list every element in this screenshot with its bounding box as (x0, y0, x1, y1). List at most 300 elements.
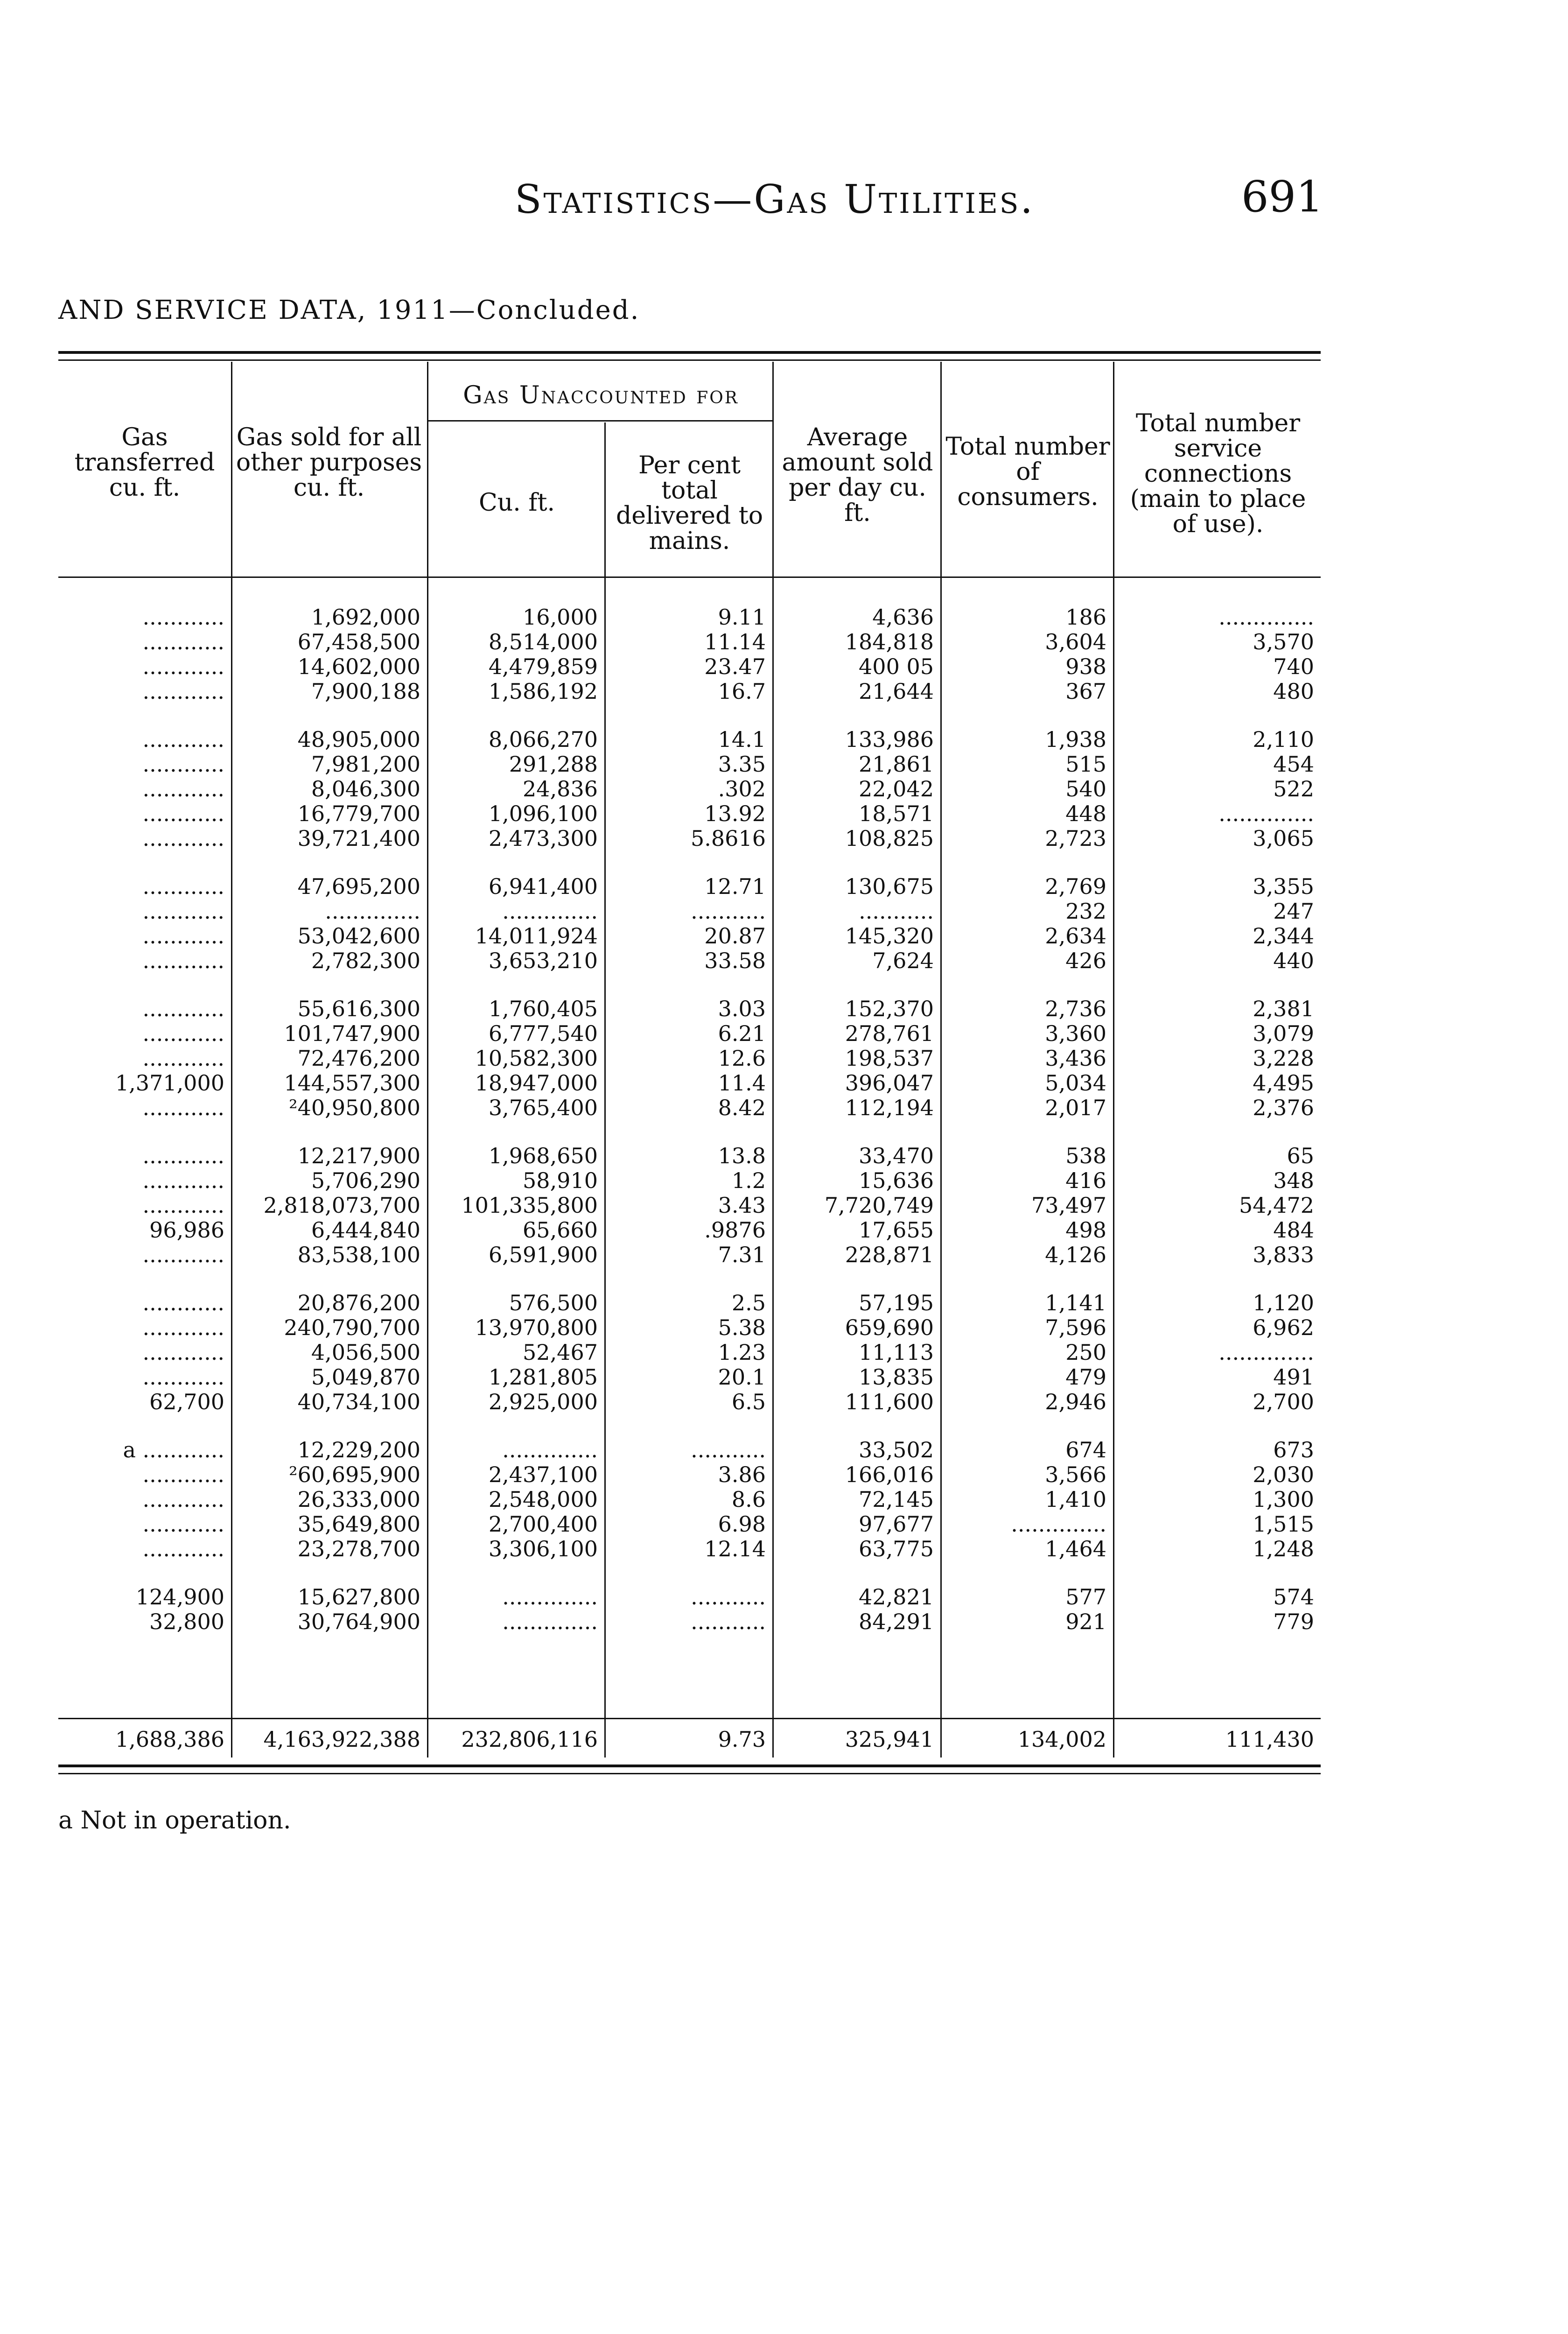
table-cell: ............ (142, 1365, 224, 1390)
table-cell: 130,675 (845, 874, 934, 899)
table-cell: 740 (1273, 654, 1314, 679)
total-cell: 1,688,386 (115, 1727, 224, 1752)
table-cell: .............. (1011, 1512, 1106, 1537)
table-row (58, 1340, 1321, 1365)
table-cell: .............. (502, 1438, 598, 1462)
total-cell: 325,941 (845, 1727, 934, 1752)
table-cell: ............ (142, 899, 224, 924)
footnote: a Not in operation. (58, 1807, 291, 1835)
table-cell: 20,876,200 (297, 1291, 420, 1315)
table-cell: .9876 (704, 1218, 766, 1243)
table-row (58, 1537, 1321, 1561)
table-cell: ........... (691, 1585, 766, 1610)
table-cell: 1,692,000 (311, 605, 420, 630)
table-cell: 63,775 (859, 1537, 934, 1561)
table-cell: ............ (142, 997, 224, 1021)
header-cu-ft: Cu. ft. (478, 489, 555, 517)
row-group (58, 1438, 1321, 1561)
table-cell: 2,634 (1045, 924, 1106, 949)
table-row (58, 1168, 1321, 1193)
table-row (58, 727, 1321, 752)
total-cell: 4,163,922,388 (263, 1727, 420, 1752)
table-cell: 6.98 (718, 1512, 766, 1537)
table-cell: 8,046,300 (311, 777, 420, 801)
table-cell: 574 (1273, 1585, 1314, 1610)
table-cell: ............ (142, 630, 224, 654)
table-cell: ............ (142, 1243, 224, 1267)
table-cell: 111,600 (845, 1390, 934, 1414)
table-cell: 6,941,400 (488, 874, 598, 899)
table-cell: 5.38 (718, 1315, 766, 1340)
table-cell: 2,769 (1045, 874, 1106, 899)
table-cell: 17,655 (859, 1218, 934, 1243)
table-row (58, 997, 1321, 1021)
table-cell: 12.6 (718, 1046, 766, 1071)
table-cell: 133,986 (845, 727, 934, 752)
table-cell: ........... (859, 899, 934, 924)
table-cell: 2,110 (1253, 727, 1314, 752)
table-cell: 278,761 (845, 1021, 934, 1046)
table-cell: 54,472 (1239, 1193, 1314, 1218)
table-cell: 84,291 (859, 1610, 934, 1634)
table-cell: ............ (142, 654, 224, 679)
table-row (58, 1365, 1321, 1390)
row-group (58, 1585, 1321, 1634)
table-cell: 2,736 (1045, 997, 1106, 1021)
table-row (58, 1193, 1321, 1218)
table-cell: 5.8616 (691, 826, 766, 851)
table-cell: 12.71 (704, 874, 766, 899)
table-cell: 1.2 (731, 1168, 766, 1193)
table-cell: ............ (142, 1462, 224, 1487)
table-cell: 1,281,805 (488, 1365, 598, 1390)
header-consumers: Total number of consumers. (945, 433, 1110, 511)
table-cell: 3,355 (1253, 874, 1314, 899)
table-cell: .............. (502, 1610, 598, 1634)
table-cell: ............ (142, 1512, 224, 1537)
table-cell: 65,660 (523, 1218, 598, 1243)
table-cell: 2,723 (1045, 826, 1106, 851)
table-cell: 83,538,100 (297, 1243, 420, 1267)
table-cell: 440 (1273, 949, 1314, 973)
table-cell: 57,195 (859, 1291, 934, 1315)
table-cell: 23.47 (704, 654, 766, 679)
table-cell: 1,141 (1045, 1291, 1106, 1315)
table-cell: ²40,950,800 (289, 1096, 420, 1120)
table-cell: 367 (1065, 679, 1106, 704)
table-cell: 23,278,700 (297, 1537, 420, 1561)
table-cell: 2,437,100 (488, 1462, 598, 1487)
table-row (58, 1487, 1321, 1512)
table-row (58, 1610, 1321, 1634)
table-cell: 8.6 (731, 1487, 766, 1512)
page-number: 691 (1241, 172, 1323, 222)
table-cell: 577 (1065, 1585, 1106, 1610)
table-cell: 55,616,300 (297, 997, 420, 1021)
table-cell: a ............ (123, 1438, 224, 1462)
table-cell: 22,042 (859, 777, 934, 801)
row-group (58, 997, 1321, 1120)
table-cell: 15,636 (859, 1168, 934, 1193)
table-row (58, 1218, 1321, 1243)
table-cell: 96,986 (149, 1218, 224, 1243)
running-head: Statistics—Gas Utilities. (515, 176, 1035, 222)
row-group (58, 1144, 1321, 1267)
table-cell: ............ (142, 1291, 224, 1315)
table-cell: 9.11 (718, 605, 766, 630)
table-cell: ............ (142, 826, 224, 851)
table-cell: 240,790,700 (284, 1315, 420, 1340)
table-body (58, 605, 1321, 1658)
table-cell: ............ (142, 1144, 224, 1168)
table-cell: 674 (1065, 1438, 1106, 1462)
row-group (58, 1291, 1321, 1414)
table-cell: 1,410 (1045, 1487, 1106, 1512)
table-cell: 72,145 (859, 1487, 934, 1512)
table-cell: 3,228 (1253, 1046, 1314, 1071)
table-cell: 58,910 (523, 1168, 598, 1193)
table-cell: 8.42 (718, 1096, 766, 1120)
table-cell: 454 (1273, 752, 1314, 777)
table-row (58, 1243, 1321, 1267)
header-unaccounted: Gas Unaccounted for (463, 381, 739, 409)
row-group (58, 727, 1321, 851)
total-cell: 232,806,116 (461, 1727, 598, 1752)
table-cell: 186 (1065, 605, 1106, 630)
table-cell: 921 (1065, 1610, 1106, 1634)
table-cell: ............ (142, 1021, 224, 1046)
table-row (58, 801, 1321, 826)
table-row (58, 1512, 1321, 1537)
table-cell: 5,049,870 (311, 1365, 420, 1390)
table-cell: 6.5 (731, 1390, 766, 1414)
table-cell: ............ (142, 752, 224, 777)
table-cell: 3.03 (718, 997, 766, 1021)
table-row (58, 654, 1321, 679)
table-row (58, 1046, 1321, 1071)
table-cell: 53,042,600 (297, 924, 420, 949)
table-cell: 47,695,200 (297, 874, 420, 899)
top-rule-2 (58, 359, 1321, 361)
row-group (58, 874, 1321, 973)
table-row (58, 924, 1321, 949)
table-cell: .............. (1218, 1340, 1314, 1365)
table-cell: 20.87 (704, 924, 766, 949)
table-row (58, 1096, 1321, 1120)
table-cell: 1,760,405 (488, 997, 598, 1021)
table-cell: 97,677 (859, 1512, 934, 1537)
table-cell: .............. (502, 1585, 598, 1610)
table-cell: 515 (1065, 752, 1106, 777)
table-cell: 1,968,650 (488, 1144, 598, 1168)
table-cell: 14,011,924 (475, 924, 598, 949)
table-cell: 479 (1065, 1365, 1106, 1390)
table-cell: ............ (142, 1168, 224, 1193)
table-cell: 20.1 (718, 1365, 766, 1390)
table-cell: 4,636 (872, 605, 934, 630)
row-group (58, 605, 1321, 704)
table-cell: 1,464 (1045, 1537, 1106, 1561)
table-cell: 2,344 (1253, 924, 1314, 949)
table-cell: ............ (142, 1193, 224, 1218)
table-cell: 11.14 (704, 630, 766, 654)
total-cell: 134,002 (1017, 1727, 1106, 1752)
total-row (58, 1727, 1321, 1752)
table-cell: 3,833 (1253, 1243, 1314, 1267)
table-cell: 7.31 (718, 1243, 766, 1267)
table-cell: ............ (142, 777, 224, 801)
table-cell: 7,900,188 (311, 679, 420, 704)
table-row (58, 679, 1321, 704)
table-row (58, 752, 1321, 777)
table-cell: 144,557,300 (284, 1071, 420, 1096)
table-cell: 1,096,100 (488, 801, 598, 826)
table-cell: ........... (691, 1438, 766, 1462)
table-cell: 101,335,800 (461, 1193, 598, 1218)
table-cell: 540 (1065, 777, 1106, 801)
table-cell: 21,861 (859, 752, 934, 777)
table-cell: 5,034 (1045, 1071, 1106, 1096)
table-cell: 15,627,800 (297, 1585, 420, 1610)
table-cell: 1,120 (1253, 1291, 1314, 1315)
table-cell: 33.58 (704, 949, 766, 973)
table-cell: 491 (1273, 1365, 1314, 1390)
table-cell: 40,734,100 (297, 1390, 420, 1414)
table-cell: 62,700 (149, 1390, 224, 1414)
bottom-rule-2 (58, 1773, 1321, 1774)
table-cell: 659,690 (845, 1315, 934, 1340)
table-cell: 33,502 (859, 1438, 934, 1462)
table-cell: 184,818 (845, 630, 934, 654)
table-cell: 779 (1273, 1610, 1314, 1634)
table-cell: 5,706,290 (311, 1168, 420, 1193)
table-row (58, 1071, 1321, 1096)
table-cell: .302 (718, 777, 766, 801)
table-cell: 8,066,270 (488, 727, 598, 752)
table-row (58, 1291, 1321, 1315)
table-cell: 3,653,210 (488, 949, 598, 973)
table-cell: 30,764,900 (297, 1610, 420, 1634)
table-cell: 3,436 (1045, 1046, 1106, 1071)
table-cell: .............. (325, 899, 420, 924)
table-cell: ............ (142, 1096, 224, 1120)
table-row (58, 1585, 1321, 1610)
table-cell: 35,649,800 (297, 1512, 420, 1537)
table-cell: 1.23 (718, 1340, 766, 1365)
table-cell: 448 (1065, 801, 1106, 826)
table-cell: 484 (1273, 1218, 1314, 1243)
table-cell: 12,229,200 (297, 1438, 420, 1462)
table-cell: 112,194 (845, 1096, 934, 1120)
table-cell: 498 (1065, 1218, 1106, 1243)
table-cell: 11.4 (718, 1071, 766, 1096)
table-cell: 7,981,200 (311, 752, 420, 777)
table-cell: 6.21 (718, 1021, 766, 1046)
table-row (58, 949, 1321, 973)
table-row (58, 777, 1321, 801)
table-cell: 232 (1065, 899, 1106, 924)
table-cell: ........... (691, 1610, 766, 1634)
table-cell: 3,604 (1045, 630, 1106, 654)
table-cell: 4,056,500 (311, 1340, 420, 1365)
table-row (58, 1438, 1321, 1462)
table-cell: ............ (142, 949, 224, 973)
table-cell: 4,479,859 (488, 654, 598, 679)
table-cell: 426 (1065, 949, 1106, 973)
table-cell: 396,047 (845, 1071, 934, 1096)
table-cell: 576,500 (509, 1291, 598, 1315)
table-cell: 2,700 (1253, 1390, 1314, 1414)
table-cell: 18,947,000 (475, 1071, 598, 1096)
bottom-rule (58, 1765, 1321, 1767)
table-cell: 6,962 (1253, 1315, 1314, 1340)
table-cell: 10,582,300 (475, 1046, 598, 1071)
table-cell: 3,360 (1045, 1021, 1106, 1046)
header-avg-daily: Average amount sold per day cu. ft. (782, 423, 933, 527)
table-cell: 32,800 (149, 1610, 224, 1634)
table-cell: 198,537 (845, 1046, 934, 1071)
table-cell: 14,602,000 (297, 654, 420, 679)
table-cell: ........... (691, 899, 766, 924)
header-gas-transferred: Gas transferred cu. ft. (74, 423, 215, 502)
table-cell: 538 (1065, 1144, 1106, 1168)
table-cell: 3,306,100 (488, 1537, 598, 1561)
table-row (58, 1315, 1321, 1340)
table-cell: 65 (1287, 1144, 1314, 1168)
table-cell: ............ (142, 924, 224, 949)
table-cell: 7,596 (1045, 1315, 1106, 1340)
table-cell: ............ (142, 1315, 224, 1340)
table-cell: 18,571 (859, 801, 934, 826)
table-row (58, 826, 1321, 851)
table-cell: 13,835 (859, 1365, 934, 1390)
table-cell: 4,126 (1045, 1243, 1106, 1267)
table-cell: 2,946 (1045, 1390, 1106, 1414)
table-cell: 1,248 (1253, 1537, 1314, 1561)
table-cell: 247 (1273, 899, 1314, 924)
table-cell: 12.14 (704, 1537, 766, 1561)
table-cell: 291,288 (509, 752, 598, 777)
table-cell: 938 (1065, 654, 1106, 679)
table-cell: 3.35 (718, 752, 766, 777)
table-cell: 21,644 (859, 679, 934, 704)
table-cell: 124,900 (135, 1585, 224, 1610)
table-cell: 2,548,000 (488, 1487, 598, 1512)
table-cell: 348 (1273, 1168, 1314, 1193)
table-row (58, 874, 1321, 899)
table-row (58, 630, 1321, 654)
top-rule (58, 351, 1321, 354)
table-cell: 108,825 (845, 826, 934, 851)
table-cell: 14.1 (718, 727, 766, 752)
total-cell: 9.73 (718, 1727, 766, 1752)
table-cell: 228,871 (845, 1243, 934, 1267)
table-cell: 166,016 (845, 1462, 934, 1487)
table-cell: 39,721,400 (297, 826, 420, 851)
unaccounted-underline (427, 420, 772, 422)
table-row (58, 605, 1321, 630)
table-cell: 2,017 (1045, 1096, 1106, 1120)
header-gas-sold: Gas sold for all other purposes cu. ft. (236, 423, 422, 502)
table-cell: .............. (1218, 801, 1314, 826)
table-cell: 52,467 (523, 1340, 598, 1365)
table-cell: 73,497 (1031, 1193, 1106, 1218)
table-cell: 3,566 (1045, 1462, 1106, 1487)
table-cell: 1,586,192 (488, 679, 598, 704)
table-cell: 2,818,073,700 (263, 1193, 420, 1218)
table-row (58, 1144, 1321, 1168)
table-cell: 3.86 (718, 1462, 766, 1487)
table-row (58, 1462, 1321, 1487)
table-cell: 6,777,540 (488, 1021, 598, 1046)
header-per-cent: Per cent total delivered to mains. (616, 451, 763, 555)
table-cell: 13.8 (718, 1144, 766, 1168)
table-cell: ............ (142, 1537, 224, 1561)
table-cell: 2.5 (731, 1291, 766, 1315)
table-cell: 3.43 (718, 1193, 766, 1218)
table-cell: 1,938 (1045, 727, 1106, 752)
table-cell: 72,476,200 (297, 1046, 420, 1071)
table-cell: ............ (142, 605, 224, 630)
table-cell: .............. (502, 899, 598, 924)
header-connections: Total number service connections (main to place of use). (1130, 409, 1306, 538)
table-cell: 416 (1065, 1168, 1106, 1193)
table-cell: ............ (142, 801, 224, 826)
table-cell: 7,624 (872, 949, 934, 973)
table-cell: 4,495 (1253, 1071, 1314, 1096)
table-row (58, 899, 1321, 924)
header-bottom-rule (58, 576, 1321, 578)
table-cell: 11,113 (859, 1340, 934, 1365)
table-row (58, 1390, 1321, 1414)
table-cell: ............ (142, 727, 224, 752)
table-title: AND SERVICE DATA, 1911—Concluded. (58, 295, 640, 325)
table-cell: 67,458,500 (297, 630, 420, 654)
table-cell: ............ (142, 679, 224, 704)
table-cell: 26,333,000 (297, 1487, 420, 1512)
table-row (58, 1021, 1321, 1046)
table-cell: 1,371,000 (115, 1071, 224, 1096)
table-cell: 400 05 (859, 654, 934, 679)
table-cell: 1,300 (1253, 1487, 1314, 1512)
table-cell: 2,473,300 (488, 826, 598, 851)
total-cell: 111,430 (1225, 1727, 1314, 1752)
table-cell: 3,570 (1253, 630, 1314, 654)
table-cell: 3,765,400 (488, 1096, 598, 1120)
table-cell: 6,591,900 (488, 1243, 598, 1267)
table-cell: 6,444,840 (311, 1218, 420, 1243)
table-cell: .............. (1218, 605, 1314, 630)
table-cell: ²60,695,900 (289, 1462, 420, 1487)
table-cell: 2,381 (1253, 997, 1314, 1021)
table-cell: 24,836 (523, 777, 598, 801)
table-cell: 2,700,400 (488, 1512, 598, 1537)
table-cell: 1,515 (1253, 1512, 1314, 1537)
table-cell: 3,065 (1253, 826, 1314, 851)
table-cell: 13.92 (704, 801, 766, 826)
table-cell: 13,970,800 (475, 1315, 598, 1340)
table-cell: 2,782,300 (311, 949, 420, 973)
table-cell: 7,720,749 (824, 1193, 934, 1218)
table-cell: 2,376 (1253, 1096, 1314, 1120)
table-cell: ............ (142, 1340, 224, 1365)
table-cell: 48,905,000 (297, 727, 420, 752)
table-cell: 480 (1273, 679, 1314, 704)
total-rule (58, 1718, 1321, 1719)
table-cell: 42,821 (859, 1585, 934, 1610)
table-cell: 250 (1065, 1340, 1106, 1365)
table-cell: 33,470 (859, 1144, 934, 1168)
